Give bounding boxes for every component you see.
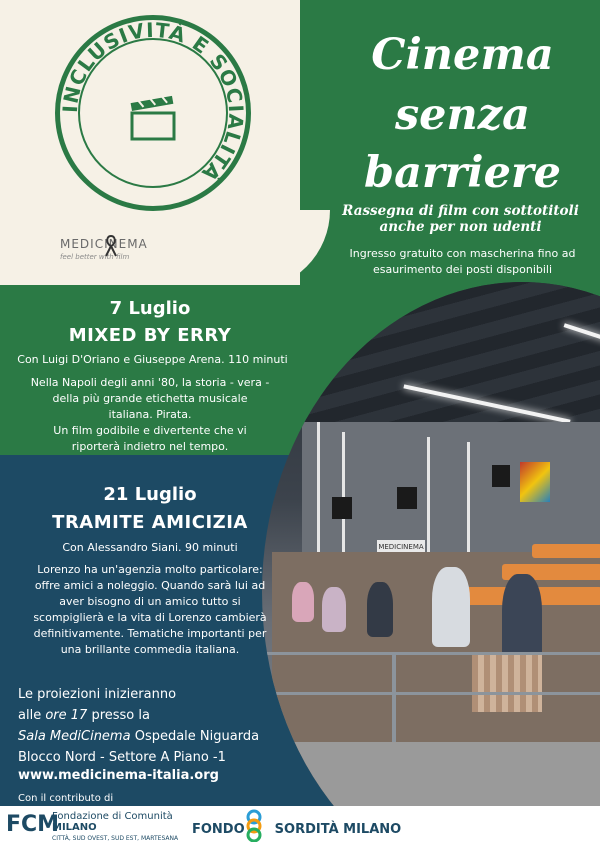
fondo-sordita-logo bbox=[192, 822, 401, 837]
chain-icon bbox=[241, 808, 267, 842]
venue-name: Sala MediCinema bbox=[18, 729, 131, 744]
website-link[interactable]: www.medicinema-italia.org bbox=[18, 768, 219, 783]
film1-desc-line: riporterà indietro nel tempo. bbox=[71, 440, 229, 453]
film1-desc-line: Un film godibile e divertente che vi bbox=[53, 424, 247, 437]
fcm-line: CITTÀ, SUD OVEST, SUD EST, MARTESANA bbox=[52, 835, 179, 842]
info-line bbox=[18, 705, 150, 726]
ribbon-icon bbox=[103, 234, 119, 258]
audience-person bbox=[322, 587, 346, 632]
entry-note-line: Ingresso gratuito con mascherina fino ad bbox=[349, 247, 576, 260]
audience-person bbox=[432, 567, 470, 647]
info-line: Blocco Nord - Settore A Piano -1 bbox=[18, 750, 226, 765]
fcm-line: MILANO bbox=[52, 822, 97, 833]
film1-cast: Con Luigi D'Oriano e Giuseppe Arena. 110 minuti bbox=[17, 353, 288, 366]
entry-note-line: esaurimento dei posti disponibili bbox=[372, 263, 553, 276]
painting bbox=[520, 462, 550, 502]
medicinema-logo: MEDICINEMA bbox=[60, 237, 148, 251]
seat-row bbox=[532, 544, 600, 558]
film1-date: 7 Luglio bbox=[109, 298, 191, 319]
info-text: Ospedale Niguarda bbox=[130, 729, 260, 744]
railing-post bbox=[392, 652, 396, 742]
title-line: barriere bbox=[364, 148, 561, 198]
clapperboard-icon bbox=[128, 95, 178, 143]
title-line: Cinema bbox=[371, 30, 554, 80]
stamp-text: INCLUSIVITÀ E SOCIALITÀ bbox=[57, 17, 249, 187]
info-line: Le proiezioni inizieranno bbox=[18, 687, 177, 702]
subtitle-line: Rassegna di film con sottotitoli bbox=[342, 203, 579, 219]
title-line: senza bbox=[394, 90, 531, 140]
cream-curve bbox=[0, 210, 330, 290]
blanket bbox=[472, 652, 542, 712]
film1-desc-line: italiana. Pirata. bbox=[108, 408, 192, 421]
film2-title: TRAMITE AMICIZIA bbox=[52, 512, 248, 533]
film1-desc-line: Nella Napoli degli anni '80, la storia - vera - bbox=[30, 376, 270, 389]
fondo-text: SORDITÀ MILANO bbox=[274, 822, 402, 837]
railing bbox=[262, 692, 600, 695]
fcm-name bbox=[52, 811, 178, 844]
screening-time: ore 17 bbox=[45, 708, 88, 723]
film2-desc-line: una brillante commedia italiana. bbox=[60, 643, 240, 656]
info-text: presso la bbox=[87, 708, 150, 723]
fcm-line: Fondazione di Comunità bbox=[52, 811, 173, 822]
speaker bbox=[397, 487, 417, 509]
cinema-hall-photo bbox=[262, 282, 600, 849]
film1-title: MIXED BY ERRY bbox=[68, 325, 232, 346]
subtitle-line: anche per non udenti bbox=[379, 219, 542, 235]
film2-cast: Con Alessandro Siani. 90 minuti bbox=[62, 541, 238, 554]
film2-date: 21 Luglio bbox=[103, 484, 197, 505]
speaker bbox=[332, 497, 352, 519]
audience-person bbox=[502, 574, 542, 664]
film2-desc-line: Lorenzo ha un'agenzia molto particolare: bbox=[37, 563, 263, 576]
contribution-label: Con il contributo di bbox=[18, 793, 114, 804]
screen-sign: MEDICINEMA bbox=[377, 540, 425, 554]
info-line bbox=[18, 726, 259, 747]
film2-desc-line: aver bisogno di un amico tutto si bbox=[59, 595, 241, 608]
speaker bbox=[492, 465, 510, 487]
audience-person bbox=[367, 582, 393, 637]
film2-desc-line: offre amici a noleggio. Quando sarà lui ad bbox=[34, 579, 266, 592]
info-text: alle bbox=[18, 708, 46, 723]
railing bbox=[262, 652, 600, 655]
medicinema-tagline: feel better with film bbox=[60, 253, 130, 261]
ceiling bbox=[262, 282, 600, 422]
film2-desc-line: scompiglierà e la vita di Lorenzo cambierà bbox=[33, 611, 267, 624]
film1-desc-line: della più grande etichetta musicale bbox=[52, 392, 248, 405]
film2-desc-line: definitivamente. Tematiche importanti per bbox=[33, 627, 267, 640]
fondo-text: FONDO bbox=[192, 822, 245, 837]
fcm-logo: FCM bbox=[6, 812, 60, 837]
